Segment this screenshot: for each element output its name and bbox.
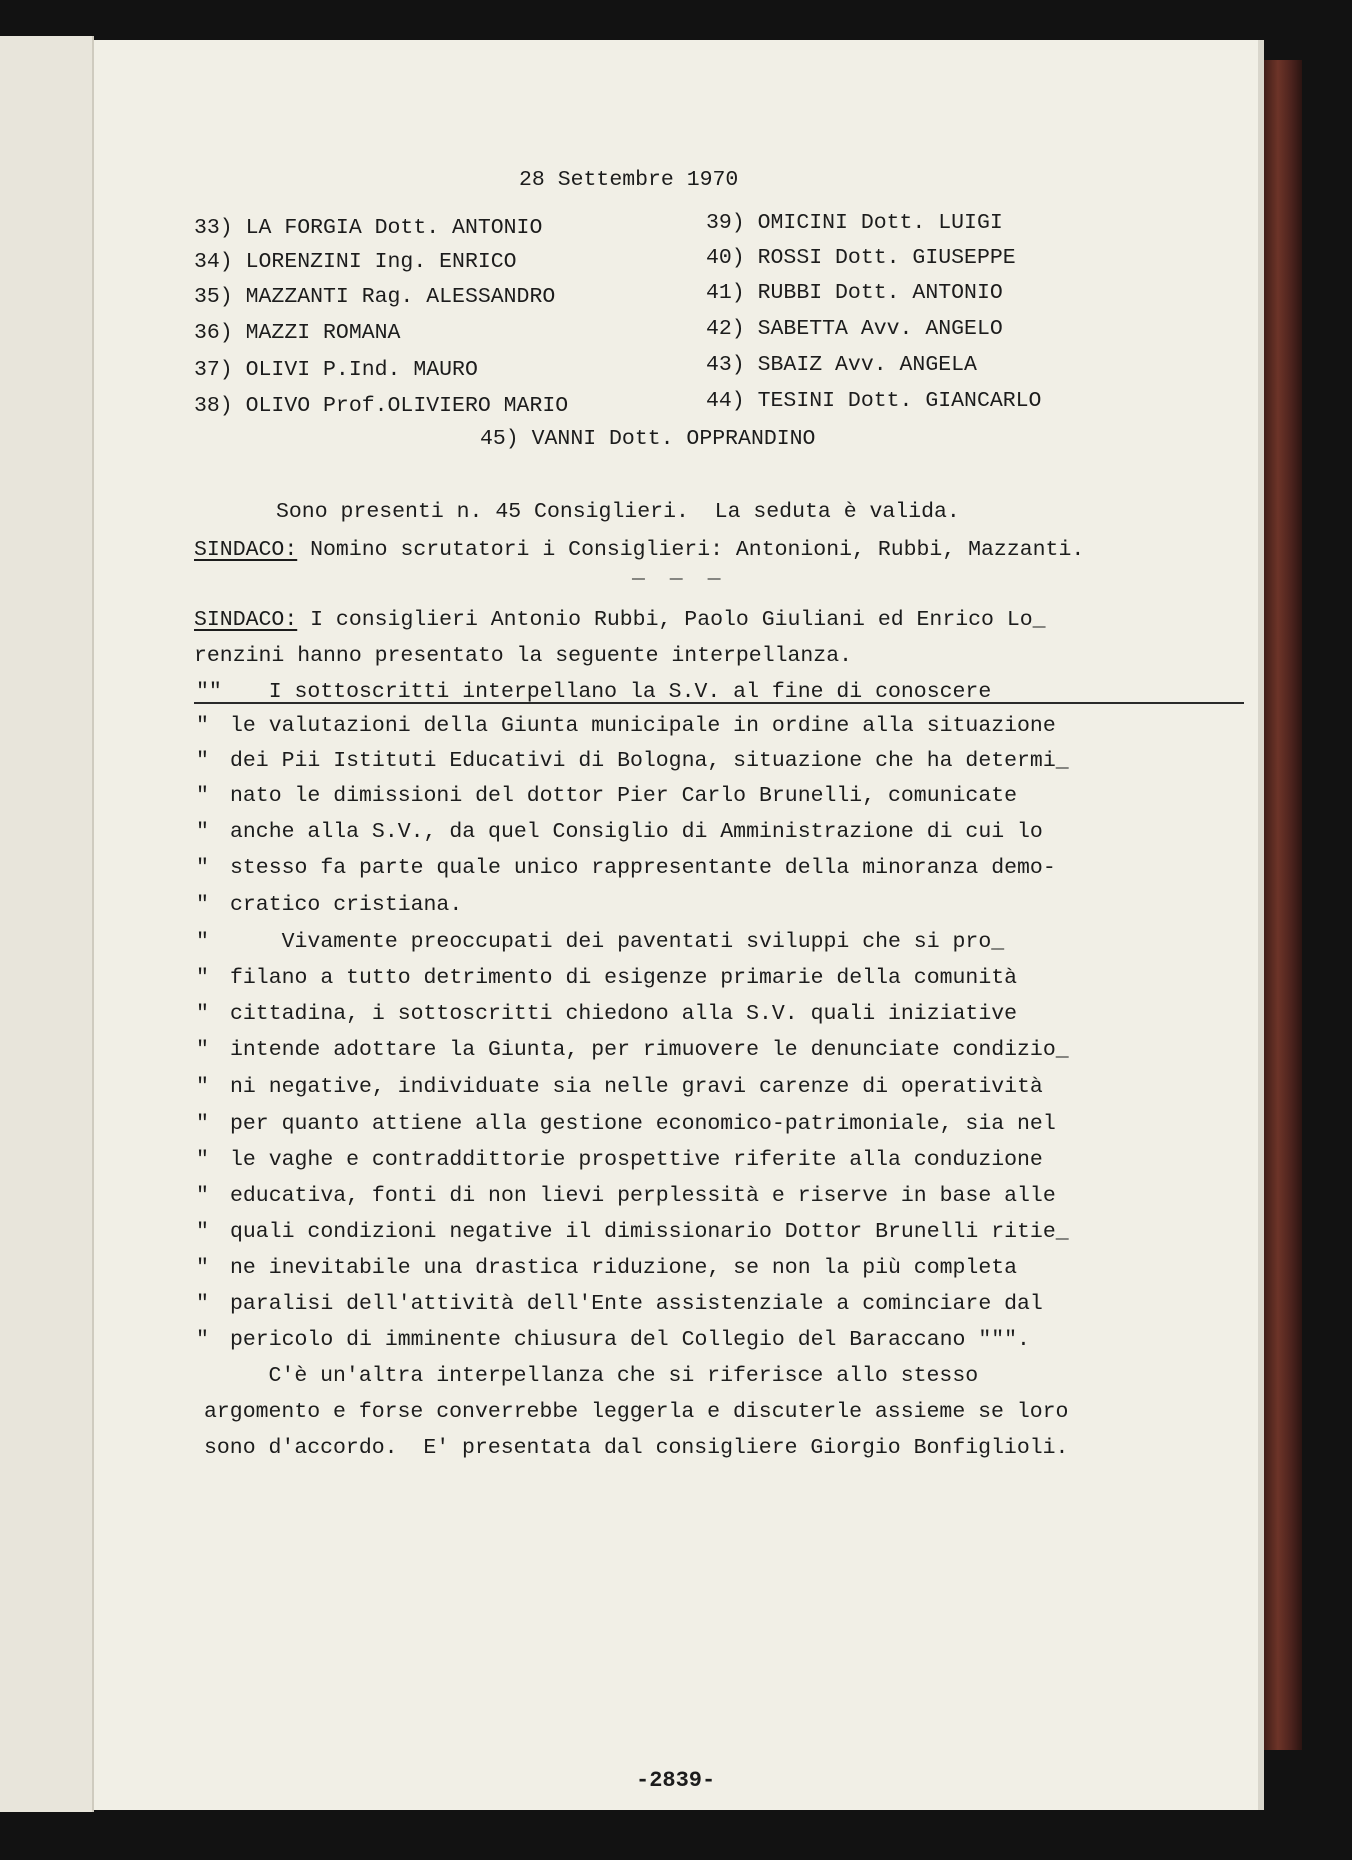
- quote-line: dei Pii Istituti Educativi di Bologna, situazione che ha determi_: [230, 749, 1069, 773]
- book-binding: [1262, 60, 1302, 1750]
- section-separator: _ _ _: [632, 560, 727, 584]
- quote-line: anche alla S.V., da quel Consiglio di Amministrazione di cui lo: [230, 820, 1043, 844]
- quote-line: cittadina, i sottoscritti chiedono alla S.V. quali iniziative: [230, 1002, 1018, 1026]
- facing-page-edge: [0, 36, 94, 1812]
- page-number: -2839-: [636, 1768, 716, 1793]
- attendee-item: 33) LA FORGIA Dott. ANTONIO: [194, 216, 543, 240]
- quote-mark: ": [196, 856, 209, 880]
- attendee-item: 45) VANNI Dott. OPPRANDINO: [480, 427, 816, 451]
- quote-line: nato le dimissioni del dottor Pier Carlo Brunelli, comunicate: [230, 784, 1018, 808]
- quote-mark: "": [196, 680, 222, 704]
- quote-mark: ": [196, 1148, 209, 1172]
- speaker-label: SINDACO:: [194, 608, 298, 632]
- quote-mark: ": [196, 784, 209, 808]
- speaker-label: SINDACO:: [194, 538, 298, 562]
- quote-mark: ": [196, 1256, 209, 1280]
- quote-mark: ": [196, 930, 209, 954]
- quote-mark: ": [196, 1002, 209, 1026]
- quote-mark: ": [196, 1292, 209, 1316]
- attendee-item: 43) SBAIZ Avv. ANGELA: [706, 353, 977, 377]
- quote-line: filano a tutto detrimento di esigenze primarie della comunità: [230, 966, 1018, 990]
- attendee-item: 37) OLIVI P.Ind. MAURO: [194, 358, 478, 382]
- attendee-item: 39) OMICINI Dott. LUIGI: [706, 211, 1003, 235]
- quote-line: stesso fa parte quale unico rappresentante della minoranza demo-: [230, 856, 1056, 880]
- closing-line: argomento e forse converrebbe leggerla e discuterle assieme se loro: [204, 1400, 1069, 1424]
- quote-line: intende adottare la Giunta, per rimuovere le denunciate condizio_: [230, 1038, 1069, 1062]
- quote-mark: ": [196, 893, 209, 917]
- attendee-item: 40) ROSSI Dott. GIUSEPPE: [706, 246, 1016, 270]
- quote-line: le vaghe e contraddittorie prospettive riferite alla conduzione: [230, 1148, 1043, 1172]
- page-date: 28 Settembre 1970: [519, 168, 739, 192]
- presence-statement: Sono presenti n. 45 Consiglieri. La seduta è valida.: [276, 500, 960, 524]
- quote-line: le valutazioni della Giunta municipale in ordine alla situazione: [230, 714, 1056, 738]
- quote-mark: ": [196, 1184, 209, 1208]
- attendee-item: 34) LORENZINI Ing. ENRICO: [194, 250, 517, 274]
- attendee-item: 35) MAZZANTI Rag. ALESSANDRO: [194, 285, 556, 309]
- quote-mark: ": [196, 820, 209, 844]
- quote-line: ne inevitabile una drastica riduzione, se non la più completa: [230, 1256, 1018, 1280]
- quote-line: Vivamente preoccupati dei paventati sviluppi che si pro_: [230, 930, 1005, 954]
- quote-mark: ": [196, 1038, 209, 1062]
- intro-line: renzini hanno presentato la seguente interpellanza.: [194, 644, 853, 668]
- nomination-text: Nomino scrutatori i Consiglieri: Antonioni, Rubbi, Mazzanti.: [310, 538, 1085, 562]
- quote-mark: ": [196, 1075, 209, 1099]
- quote-mark: ": [196, 1328, 209, 1352]
- quote-line: paralisi dell'attività dell'Ente assistenziale a cominciare dal: [230, 1292, 1043, 1316]
- attendee-item: 44) TESINI Dott. GIANCARLO: [706, 389, 1042, 413]
- attendee-item: 41) RUBBI Dott. ANTONIO: [706, 281, 1003, 305]
- attendee-item: 38) OLIVO Prof.OLIVIERO MARIO: [194, 394, 569, 418]
- quote-mark: ": [196, 749, 209, 773]
- interpellation-intro: [194, 610, 1046, 632]
- quote-line: pericolo di imminente chiusura del Collegio del Baraccano """.: [230, 1328, 1030, 1352]
- quote-line: cratico cristiana.: [230, 893, 463, 917]
- attendee-item: 36) MAZZI ROMANA: [194, 321, 401, 345]
- quote-line: ni negative, individuate sia nelle gravi carenze di operatività: [230, 1075, 1043, 1099]
- quote-mark: ": [196, 714, 209, 738]
- quote-line: I sottoscritti interpellano la S.V. al fine di conoscere: [230, 680, 992, 704]
- closing-line: C'è un'altra interpellanza che si riferisce allo stesso: [204, 1364, 979, 1388]
- quote-mark: ": [196, 1220, 209, 1244]
- intro-line: I consiglieri Antonio Rubbi, Paolo Giuliani ed Enrico Lo_: [310, 608, 1046, 632]
- closing-line: sono d'accordo. E' presentata dal consigliere Giorgio Bonfiglioli.: [204, 1436, 1069, 1460]
- attendee-item: 42) SABETTA Avv. ANGELO: [706, 317, 1003, 341]
- document-page: [94, 40, 1258, 1810]
- nomination-line: [194, 540, 1084, 562]
- quote-line: educativa, fonti di non lievi perplessità e riserve in base alle: [230, 1184, 1056, 1208]
- quote-mark: ": [196, 966, 209, 990]
- quote-line: per quanto attiene alla gestione economico-patrimoniale, sia nel: [230, 1112, 1056, 1136]
- quote-mark: ": [196, 1112, 209, 1136]
- quote-line: quali condizioni negative il dimissionario Dottor Brunelli ritie_: [230, 1220, 1069, 1244]
